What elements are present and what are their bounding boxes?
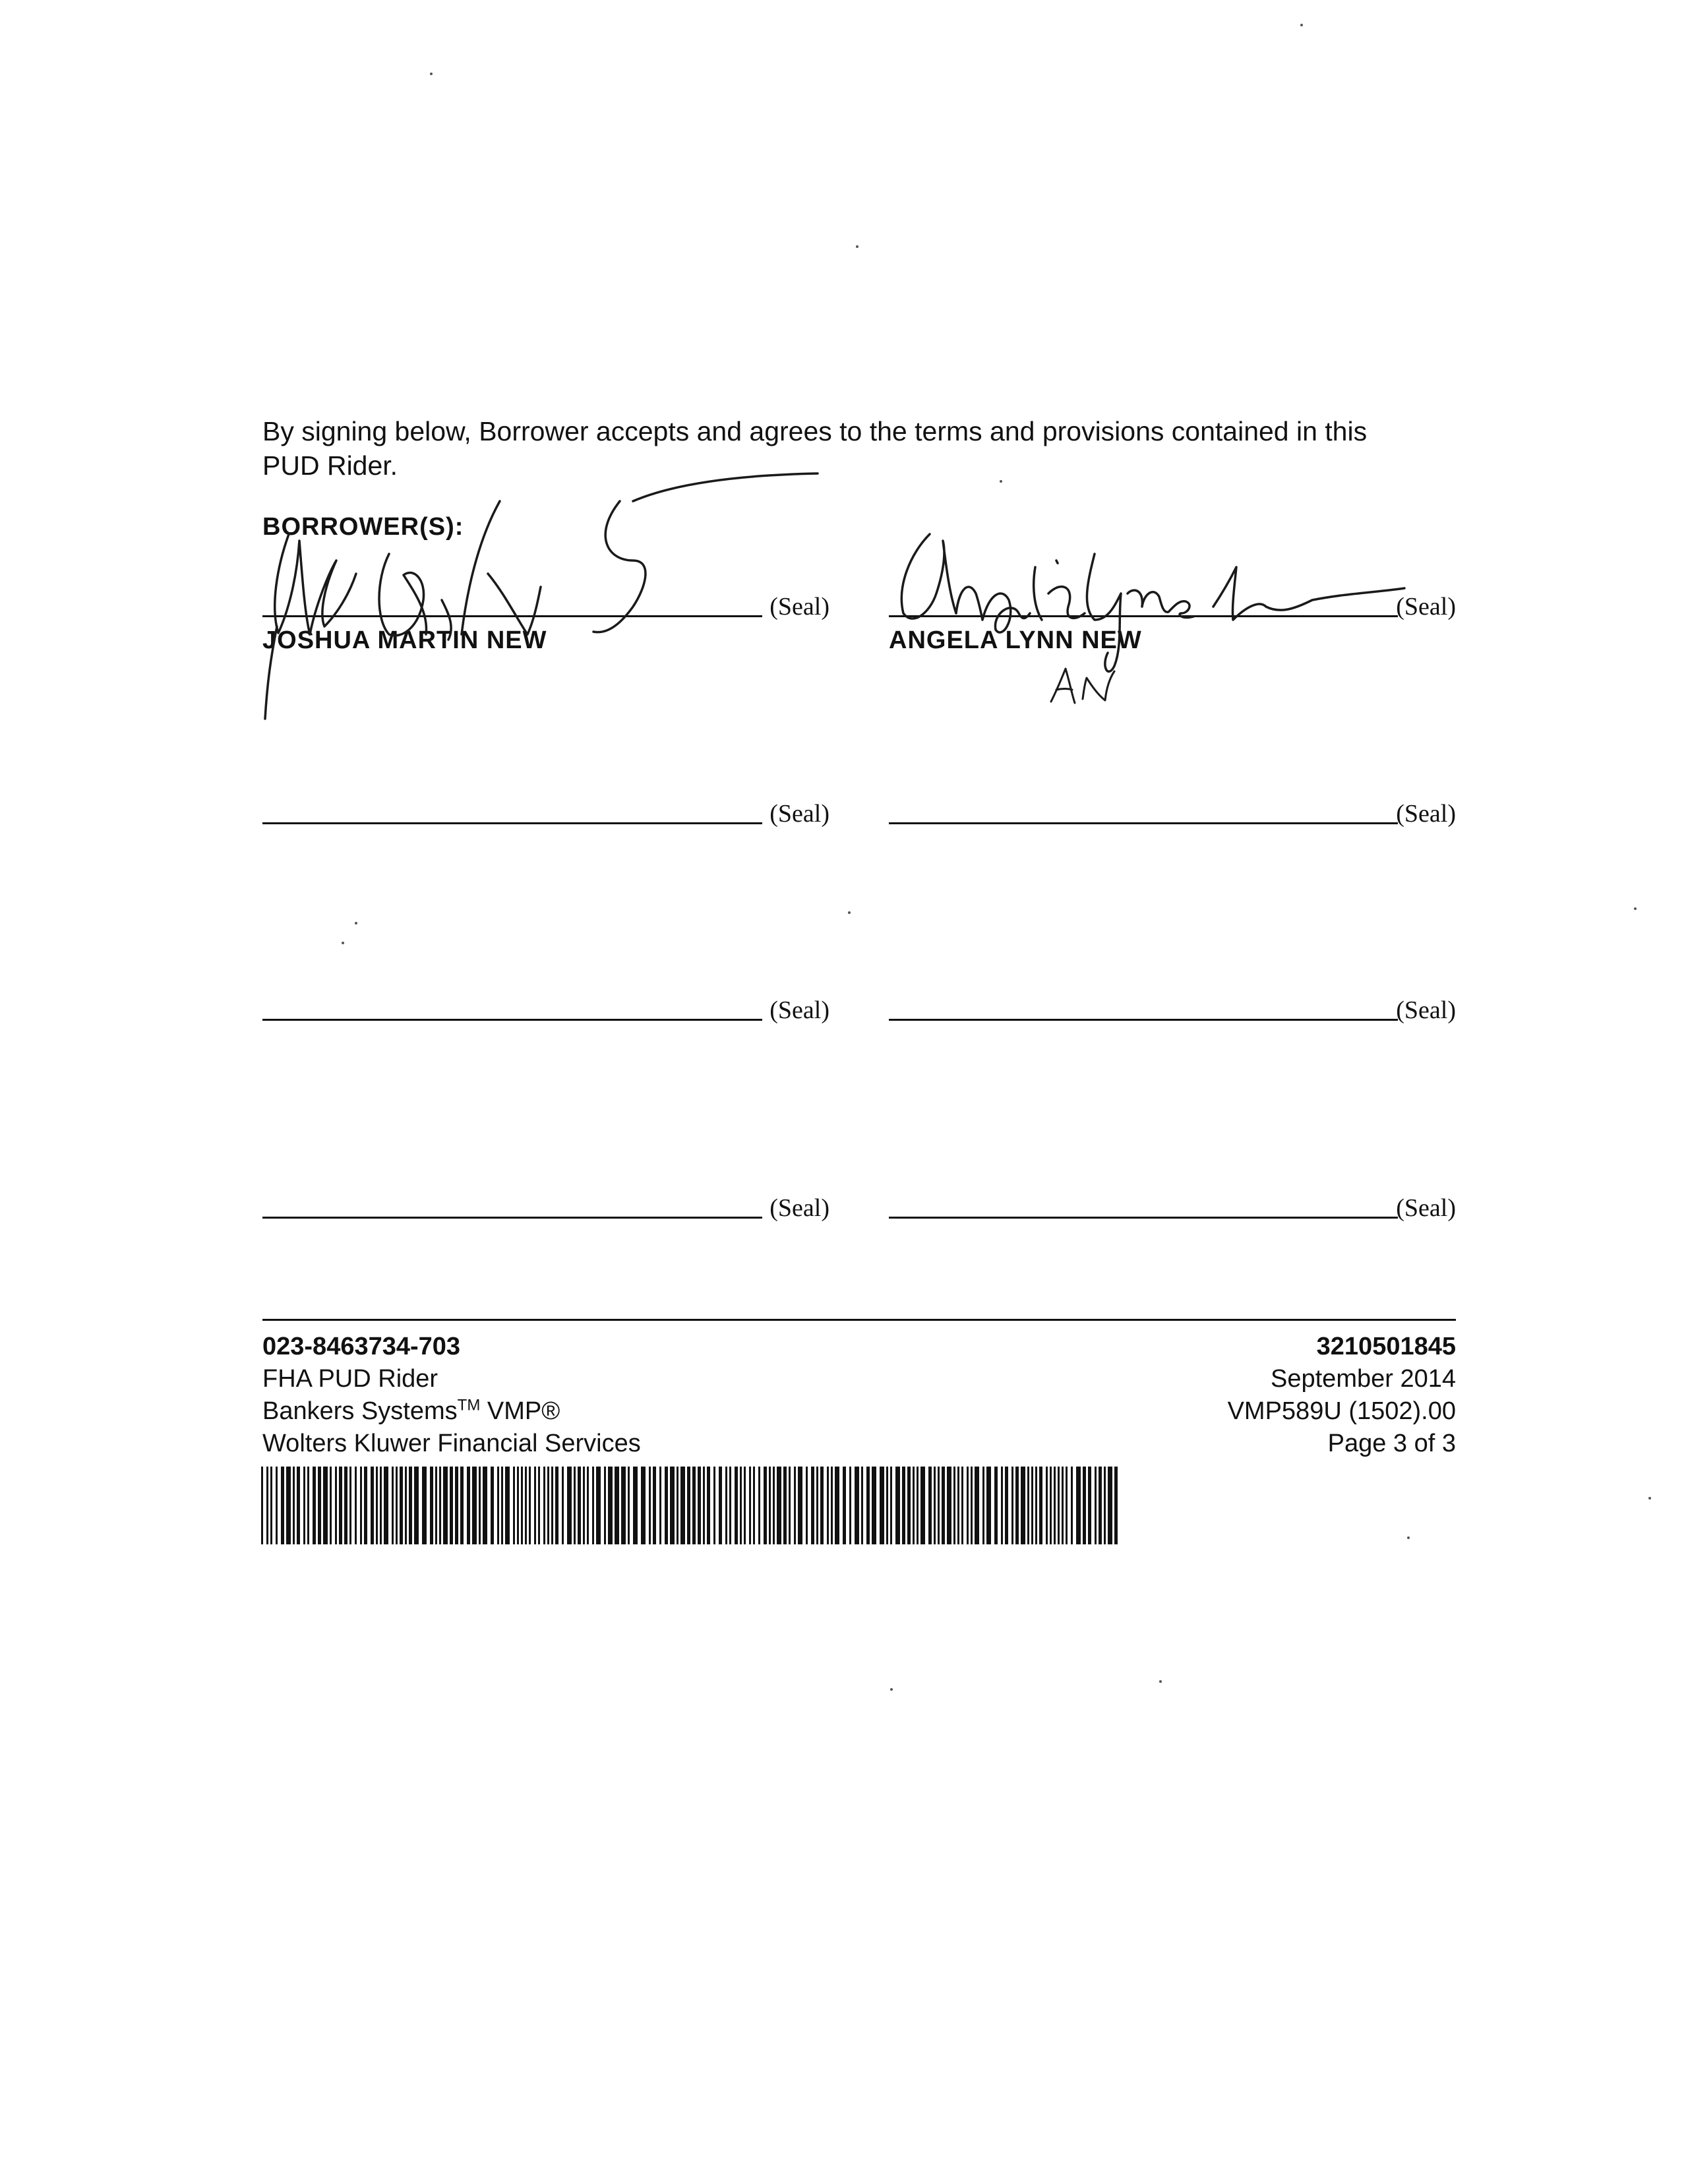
barcode-bar xyxy=(687,1467,690,1544)
barcode-bar xyxy=(621,1467,626,1544)
barcode-bar xyxy=(890,1467,892,1544)
page-number: Page 3 of 3 xyxy=(1327,1430,1456,1457)
barcode-bar xyxy=(680,1467,685,1544)
seal-label: (Seal) xyxy=(1396,996,1456,1024)
barcode-bar xyxy=(917,1467,919,1544)
barcode-bar xyxy=(849,1467,851,1544)
scan-speck xyxy=(890,1688,893,1691)
barcode-bar xyxy=(764,1467,767,1544)
barcode-bar xyxy=(529,1467,531,1544)
barcode-bar xyxy=(835,1467,839,1544)
barcode-bar xyxy=(811,1467,814,1544)
barcode-bar xyxy=(547,1467,549,1544)
document-id: 3210501845 xyxy=(1316,1333,1456,1360)
barcode-bar xyxy=(430,1467,433,1544)
barcode-bar xyxy=(861,1467,863,1544)
barcode-bar xyxy=(628,1467,630,1544)
barcode-bar xyxy=(953,1467,955,1544)
barcode-bar xyxy=(405,1467,407,1544)
acceptance-statement xyxy=(262,414,1449,483)
barcode-bar xyxy=(497,1467,499,1544)
scan-speck xyxy=(1159,1680,1162,1683)
barcode-bar xyxy=(501,1467,503,1544)
barcode-bar xyxy=(1035,1467,1037,1544)
barcode-bar xyxy=(769,1467,771,1544)
barcode-bar xyxy=(472,1467,477,1544)
footer-right xyxy=(1228,1331,1456,1460)
barcode-bar xyxy=(307,1467,309,1544)
barcode-bar xyxy=(276,1467,278,1544)
barcode-bar xyxy=(1054,1467,1056,1544)
barcode-bar xyxy=(633,1467,638,1544)
barcode-bar xyxy=(1114,1467,1118,1544)
barcode-bar xyxy=(521,1467,523,1544)
signature-block-angela xyxy=(889,578,1456,654)
barcode-bar xyxy=(344,1467,347,1544)
barcode-bar xyxy=(525,1467,527,1544)
handwritten-initials xyxy=(1046,662,1125,708)
signature-block-blank-3 xyxy=(262,981,829,1024)
barcode-bar xyxy=(1058,1467,1060,1544)
barcode-bar xyxy=(653,1467,656,1544)
signer-name-angela: ANGELA LYNN NEW xyxy=(889,626,1142,654)
barcode-bar xyxy=(587,1467,589,1544)
signature-line xyxy=(262,1217,762,1219)
vendor-name: Bankers Systems xyxy=(262,1397,458,1425)
seal-label: (Seal) xyxy=(1396,800,1456,828)
form-title: FHA PUD Rider xyxy=(262,1365,438,1393)
barcode-bar xyxy=(455,1467,458,1544)
signature-line xyxy=(262,615,762,617)
barcode-bar xyxy=(692,1467,696,1544)
barcode-bar xyxy=(831,1467,833,1544)
barcode-bar xyxy=(798,1467,802,1544)
signature-line xyxy=(889,615,1398,617)
barcode-bar xyxy=(735,1467,738,1544)
barcode-bar xyxy=(1046,1467,1048,1544)
barcode-bar xyxy=(872,1467,876,1544)
barcode-bar xyxy=(261,1467,263,1544)
signature-line xyxy=(889,1019,1398,1021)
barcode-bar xyxy=(608,1467,613,1544)
scan-speck xyxy=(1000,480,1002,483)
barcode-bar xyxy=(843,1467,846,1544)
barcode-bar xyxy=(1088,1467,1091,1544)
barcode-bar xyxy=(1021,1467,1025,1544)
barcode-bar xyxy=(938,1467,940,1544)
barcode-bar xyxy=(293,1467,295,1544)
scan-speck xyxy=(355,922,357,925)
barcode-bar xyxy=(371,1467,374,1544)
barcode-bar xyxy=(392,1467,394,1544)
scan-speck xyxy=(1407,1536,1410,1539)
barcode-bar xyxy=(698,1467,701,1544)
barcode-bar xyxy=(534,1467,536,1544)
signature-line xyxy=(262,822,762,824)
barcode-bar xyxy=(942,1467,945,1544)
barcode-bar xyxy=(313,1467,316,1544)
scan-speck xyxy=(430,73,433,75)
barcode-bar xyxy=(270,1467,272,1544)
barcode-bar xyxy=(934,1467,936,1544)
barcode-bar xyxy=(467,1467,470,1544)
barcode-bar xyxy=(574,1467,576,1544)
barcode-bar xyxy=(567,1467,572,1544)
barcode-bar xyxy=(360,1467,362,1544)
barcode-bar xyxy=(517,1467,519,1544)
barcode-bar xyxy=(994,1467,998,1544)
barcode-bar xyxy=(297,1467,300,1544)
barcode-bar xyxy=(1108,1467,1112,1544)
barcode-bar xyxy=(855,1467,859,1544)
signer-name-joshua: JOSHUA MARTIN NEW xyxy=(262,626,547,654)
barcode-bar xyxy=(318,1467,321,1544)
trademark-mark: TM xyxy=(457,1396,481,1414)
barcode-bar xyxy=(1027,1467,1029,1544)
footer-left xyxy=(262,1331,641,1460)
barcode-bar xyxy=(866,1467,870,1544)
barcode-bar xyxy=(947,1467,951,1544)
barcode-bar xyxy=(902,1467,905,1544)
barcode-bar xyxy=(303,1467,305,1544)
barcode-bar xyxy=(330,1467,332,1544)
barcode-bar xyxy=(649,1467,651,1544)
barcode-bar xyxy=(513,1467,515,1544)
barcode-bar xyxy=(725,1467,727,1544)
barcode-bar xyxy=(1076,1467,1081,1544)
barcode-bar xyxy=(1011,1467,1013,1544)
barcode-bar xyxy=(583,1467,585,1544)
barcode-bar xyxy=(1083,1467,1086,1544)
barcode-bar xyxy=(773,1467,775,1544)
barcode-bar xyxy=(414,1467,419,1544)
barcode-bar xyxy=(729,1467,731,1544)
barcode-bar xyxy=(665,1467,668,1544)
signature-block-joshua xyxy=(262,578,829,654)
barcode-bar xyxy=(957,1467,959,1544)
barcode-bar xyxy=(982,1467,984,1544)
barcode-bar xyxy=(880,1467,884,1544)
barcode-bar xyxy=(460,1467,464,1544)
vendor-line xyxy=(262,1395,641,1428)
barcode-bar xyxy=(719,1467,722,1544)
seal-label: (Seal) xyxy=(769,1194,829,1222)
barcode-bar xyxy=(753,1467,755,1544)
barcode-bar xyxy=(551,1467,553,1544)
barcode-bar xyxy=(886,1467,888,1544)
barcode-bar xyxy=(1031,1467,1033,1544)
signature-block-blank-6 xyxy=(889,1179,1456,1222)
barcode-bar xyxy=(816,1467,818,1544)
barcode-bar xyxy=(1066,1467,1068,1544)
barcode-bar xyxy=(400,1467,403,1544)
company-name: Wolters Kluwer Financial Services xyxy=(262,1430,641,1457)
vendor-product: VMP® xyxy=(487,1397,560,1425)
barcode-bar xyxy=(1001,1467,1003,1544)
barcode-bar xyxy=(450,1467,453,1544)
barcode-bar xyxy=(349,1467,351,1544)
barcode-bar xyxy=(578,1467,581,1544)
signature-block-blank-2 xyxy=(889,785,1456,828)
barcode-bar xyxy=(703,1467,705,1544)
barcode-bar xyxy=(707,1467,710,1544)
barcode-bar xyxy=(961,1467,963,1544)
barcode-bar xyxy=(355,1467,357,1544)
scan-speck xyxy=(1634,907,1637,910)
signature-block-blank-4 xyxy=(889,981,1456,1024)
barcode-bar xyxy=(491,1467,494,1544)
acceptance-line-2: PUD Rider. xyxy=(262,450,398,481)
scan-speck xyxy=(1300,24,1303,26)
barcode-bar xyxy=(1095,1467,1097,1544)
acceptance-line-1: By signing below, Borrower accepts and agrees to the terms and provisions contained in this xyxy=(262,416,1368,446)
barcode-bar xyxy=(380,1467,382,1544)
barcode-bar xyxy=(1062,1467,1064,1544)
scan-speck xyxy=(1648,1497,1651,1500)
barcode-bar xyxy=(641,1467,646,1544)
barcode-bar xyxy=(749,1467,751,1544)
barcode-bar xyxy=(483,1467,487,1544)
barcode-bar xyxy=(396,1467,398,1544)
barcode-bar xyxy=(971,1467,973,1544)
barcode-bar xyxy=(435,1467,437,1544)
seal-label: (Seal) xyxy=(1396,1194,1456,1222)
barcode-bar xyxy=(713,1467,715,1544)
barcode-bar xyxy=(364,1467,367,1544)
barcode-bar xyxy=(286,1467,291,1544)
barcode-bar xyxy=(266,1467,268,1544)
form-code: VMP589U (1502).00 xyxy=(1227,1397,1456,1425)
barcode-bar xyxy=(1071,1467,1073,1544)
barcode-bar xyxy=(339,1467,342,1544)
barcode-bar xyxy=(827,1467,829,1544)
seal-label: (Seal) xyxy=(769,800,829,828)
barcode-bar xyxy=(592,1467,594,1544)
barcode-bar xyxy=(783,1467,787,1544)
barcode-bar xyxy=(967,1467,969,1544)
barcode-bar xyxy=(758,1467,760,1544)
seal-label: (Seal) xyxy=(1396,593,1456,621)
barcode-bar xyxy=(913,1467,915,1544)
barcode-bar xyxy=(744,1467,746,1544)
signature-line xyxy=(889,822,1398,824)
form-date: September 2014 xyxy=(1271,1365,1456,1393)
barcode-bar xyxy=(376,1467,378,1544)
barcode-bar xyxy=(555,1467,558,1544)
barcode xyxy=(261,1467,1122,1544)
barcode-bar xyxy=(975,1467,979,1544)
barcode-bar xyxy=(907,1467,911,1544)
barcode-bar xyxy=(409,1467,412,1544)
signature-line xyxy=(889,1217,1398,1219)
scan-speck xyxy=(856,245,859,248)
barcode-bar xyxy=(777,1467,781,1544)
barcode-bar xyxy=(740,1467,742,1544)
barcode-bar xyxy=(1005,1467,1008,1544)
barcode-bar xyxy=(670,1467,675,1544)
barcode-bar xyxy=(604,1467,606,1544)
barcode-bar xyxy=(505,1467,510,1544)
barcode-bar xyxy=(789,1467,791,1544)
scan-speck xyxy=(342,942,344,944)
barcode-bar xyxy=(1039,1467,1042,1544)
barcode-bar xyxy=(806,1467,808,1544)
barcode-bar xyxy=(596,1467,601,1544)
barcode-bar xyxy=(659,1467,661,1544)
barcode-bar xyxy=(281,1467,284,1544)
barcode-bar xyxy=(335,1467,337,1544)
seal-label: (Seal) xyxy=(769,593,829,621)
barcode-bar xyxy=(794,1467,796,1544)
barcode-bar xyxy=(920,1467,925,1544)
barcode-bar xyxy=(928,1467,932,1544)
barcode-bar xyxy=(1104,1467,1106,1544)
signature-block-blank-1 xyxy=(262,785,829,828)
barcode-bar xyxy=(986,1467,991,1544)
barcode-bar xyxy=(562,1467,564,1544)
barcode-bar xyxy=(895,1467,900,1544)
barcode-bar xyxy=(1099,1467,1102,1544)
barcode-bar xyxy=(443,1467,448,1544)
barcode-bar xyxy=(543,1467,545,1544)
barcode-bar xyxy=(1015,1467,1019,1544)
borrowers-heading: BORROWER(S): xyxy=(262,513,464,541)
barcode-bar xyxy=(538,1467,540,1544)
loan-number: 023-8463734-703 xyxy=(262,1333,461,1360)
barcode-bar xyxy=(323,1467,328,1544)
barcode-bar xyxy=(384,1467,388,1544)
barcode-bar xyxy=(439,1467,441,1544)
signature-block-blank-5 xyxy=(262,1179,829,1222)
barcode-bar xyxy=(1050,1467,1052,1544)
barcode-bar xyxy=(615,1467,619,1544)
footer-divider xyxy=(262,1319,1456,1321)
barcode-bar xyxy=(479,1467,481,1544)
signature-line xyxy=(262,1019,762,1021)
barcode-bar xyxy=(422,1467,427,1544)
barcode-bar xyxy=(677,1467,678,1544)
seal-label: (Seal) xyxy=(769,996,829,1024)
scan-speck xyxy=(848,911,851,914)
barcode-bar xyxy=(820,1467,824,1544)
